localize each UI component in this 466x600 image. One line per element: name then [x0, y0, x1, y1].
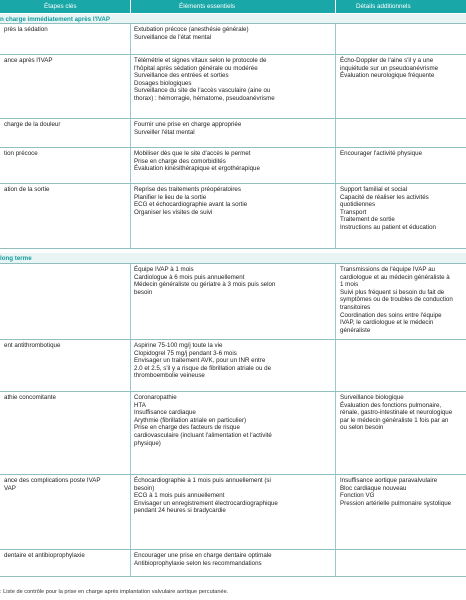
- cell-line: Surveillance de l'état mental: [134, 33, 212, 41]
- column-divider: [130, 263, 131, 576]
- cell-line: thromboembolie veineuse: [134, 372, 205, 380]
- cell-line: par le médecin généraliste 1 fois par an: [340, 416, 449, 424]
- cell-line: Transport: [340, 208, 367, 216]
- cell-line: IVAP, le cardiologue et le médecin: [340, 319, 434, 327]
- cell-line: Planifier le lieu de la sortie: [134, 193, 207, 201]
- cell-line: l'hôpital après sédation générale ou modérée: [134, 64, 258, 72]
- table-cell-details: [340, 477, 451, 507]
- row-divider: [0, 391, 466, 392]
- cell-line: Fonction VG: [340, 492, 375, 500]
- table-cell-details: [340, 266, 453, 334]
- cell-line: près la sédation: [4, 26, 48, 33]
- cell-line: physique): [134, 439, 161, 447]
- cell-line: Envisager un traitement AVK, pour un INR entre: [134, 357, 266, 365]
- table-cell-step: [4, 186, 49, 194]
- table-cell-elements: [134, 552, 272, 567]
- cell-line: inquiétude sur un pseudoanévrisme: [340, 64, 439, 72]
- cell-line: Extubation précoce (anesthésie générale): [134, 26, 249, 33]
- cell-line: Encourager une prise en charge dentaire optimale: [134, 552, 272, 559]
- row-divider: [0, 263, 466, 264]
- table-cell-elements: [134, 266, 275, 296]
- cell-line: Reprise des traitements préopératoires: [134, 186, 241, 193]
- cell-line: Évaluation des fonctions pulmonaire,: [340, 401, 442, 409]
- cell-line: rénale, gastro-intestinale et neurologique: [340, 409, 453, 417]
- cell-line: Évaluation kinésithérapique et ergothérapique: [134, 165, 260, 173]
- cell-line: ECG et échocardiographie avant la sortie: [134, 201, 248, 209]
- row-divider: [0, 549, 466, 550]
- cell-line: Médecin généraliste ou gériatre à 3 mois puis selon: [134, 281, 276, 289]
- cell-line: ance après l'IVAP: [4, 57, 53, 64]
- cell-line: Bloc cardiaque nouveau: [340, 484, 407, 492]
- cell-line: cardiovasculaire (incluant l'alimentation et l'activité: [134, 431, 272, 439]
- cell-line: Insuffisance aortique paravalvulaire: [340, 477, 438, 484]
- column-divider: [335, 263, 336, 576]
- table-cell-details: [340, 150, 422, 158]
- header-details-label: Détails additionnels: [356, 3, 411, 10]
- cell-line: athie concomitante: [4, 394, 56, 401]
- table-cell-step: [4, 394, 56, 402]
- section-title: n charge immédiatement après l'IVAP: [0, 16, 111, 23]
- cell-line: Fournir une prise en charge appropriée: [134, 121, 242, 128]
- table-cell-elements: [134, 57, 275, 103]
- cell-line: Évaluation neurologique fréquente: [340, 72, 435, 80]
- cell-line: cardiologue et au médecin généraliste à: [340, 273, 450, 281]
- cell-line: Instructions au patient et éducation: [340, 223, 436, 231]
- cell-line: Support familial et social: [340, 186, 408, 193]
- cell-line: Capacité de réaliser les activités: [340, 193, 429, 201]
- table-caption: : Liste de contrôle pour la prise en charge après implantation valvulaire aortique percutanée.: [0, 589, 229, 595]
- cell-line: quotidiennes: [340, 201, 376, 209]
- table-cell-step: [4, 477, 101, 492]
- cell-line: Surveiller l'état mental: [134, 128, 195, 136]
- cell-line: Encourager l'activité physique: [340, 150, 423, 157]
- cell-line: généraliste: [340, 326, 371, 334]
- cell-line: 1 mois: [340, 281, 359, 289]
- row-divider: [0, 118, 466, 119]
- section-band: [0, 253, 466, 263]
- cell-line: Antibioprophylaxie selon les recommandations: [134, 559, 262, 567]
- table-cell-details: [340, 186, 436, 232]
- header-cell-steps: [0, 0, 130, 13]
- cell-line: ECG à 1 mois puis annuellement: [134, 492, 225, 500]
- cell-line: thorax) : hémorragie, hématome, pseudoanévrisme: [134, 94, 275, 102]
- header-cell-details: [336, 0, 466, 13]
- table-cell-elements: [134, 121, 241, 136]
- cell-line: Transmissions de l'équipe IVAP au: [340, 266, 435, 273]
- cell-line: Échocardiographie à 1 mois puis annuellement (si: [134, 477, 271, 484]
- cell-line: 2.0 et 2.5, s'il y a risque de fibrillation atriale ou de: [134, 364, 272, 372]
- header-elements-label: Éléments essentiels: [179, 3, 235, 10]
- row-divider: [0, 248, 466, 249]
- cell-line: Arythmie (fibrillation atriale en particulier): [134, 416, 247, 424]
- cell-line: Surveillance des entrées et sorties: [134, 72, 229, 80]
- row-divider: [0, 576, 466, 577]
- section-title: long terme: [0, 255, 32, 262]
- row-divider: [0, 339, 466, 340]
- table-cell-step: [4, 552, 85, 560]
- table-cell-elements: [134, 150, 260, 173]
- cell-line: Aspirine 75-100 mg/j toute la vie: [134, 342, 223, 349]
- cell-line: transitoires: [340, 303, 371, 311]
- table-cell-elements: [134, 186, 247, 216]
- cell-line: tion précoce: [4, 150, 38, 157]
- cell-line: Équipe IVAP à 1 mois: [134, 266, 194, 273]
- cell-line: Écho-Doppler de l'aine s'il y a une: [340, 57, 434, 64]
- cell-line: Organiser les visites de suivi: [134, 208, 213, 216]
- row-divider: [0, 147, 466, 148]
- cell-line: VAP: [4, 484, 16, 492]
- column-divider: [130, 23, 131, 248]
- cell-line: Envisager un enregistrement électrocardiographique: [134, 499, 278, 507]
- cell-line: Mobiliser dès que le site d'accès le permet: [134, 150, 251, 157]
- cell-line: Coordination des soins entre l'équipe: [340, 311, 442, 319]
- table-cell-elements: [134, 26, 249, 41]
- cell-line: ou selon besoin: [340, 424, 384, 432]
- cell-line: pendant 24 heures si bradycardie: [134, 507, 226, 515]
- table-cell-step: [4, 150, 38, 158]
- cell-line: ance des complications poste IVAP: [4, 477, 101, 484]
- cell-line: ation de la sortie: [4, 186, 50, 193]
- row-divider: [0, 54, 466, 55]
- cell-line: Suivi plus fréquent si besoin du fait de: [340, 288, 445, 296]
- table-cell-details: [340, 57, 438, 80]
- cell-line: ent antithrombotique: [4, 342, 61, 349]
- cell-line: Pression artérielle pulmonaire systolique: [340, 499, 452, 507]
- cell-line: Coronaropathie: [134, 394, 177, 401]
- cell-line: Insuffisance cardiaque: [134, 409, 196, 417]
- cell-line: charge de la douleur: [4, 121, 61, 128]
- cell-line: dentaire et antibioprophylaxie: [4, 552, 85, 559]
- cell-line: besoin): [134, 484, 155, 492]
- cell-line: Traitement de sortie: [340, 216, 395, 224]
- cell-line: Dosages biologiques: [134, 79, 192, 87]
- cell-line: Prise en charge des facteurs de risque: [134, 424, 240, 432]
- row-divider: [0, 23, 466, 24]
- cell-line: Surveillance du site de l'accès vasculaire (aine ou: [134, 87, 271, 95]
- table-cell-step: [4, 57, 53, 65]
- row-divider: [0, 474, 466, 475]
- table-cell-details: [340, 394, 452, 432]
- header-steps-label: Étapes clés: [44, 3, 77, 10]
- cell-line: Clopidogrel 75 mg/j pendant 3-6 mois: [134, 349, 237, 357]
- cell-line: Cardiologue à 6 mois puis annuellement: [134, 273, 245, 281]
- cell-line: Prise en charge des comorbidités: [134, 157, 226, 165]
- table-cell-step: [4, 342, 60, 350]
- cell-line: Surveillance biologique: [340, 394, 404, 401]
- table-cell-step: [4, 121, 60, 129]
- cell-line: besoin: [134, 288, 153, 296]
- header-cell-elements: [131, 0, 335, 13]
- column-divider: [335, 23, 336, 248]
- cell-line: HTA: [134, 401, 146, 409]
- table-cell-elements: [134, 477, 278, 515]
- table-cell-elements: [134, 342, 271, 380]
- table-cell-step: [4, 26, 48, 34]
- cell-line: symptômes ou de troubles de conduction: [340, 296, 453, 304]
- cell-line: Télémétrie et signes vitaux selon le protocole de: [134, 57, 267, 64]
- row-divider: [0, 183, 466, 184]
- table-cell-elements: [134, 394, 272, 447]
